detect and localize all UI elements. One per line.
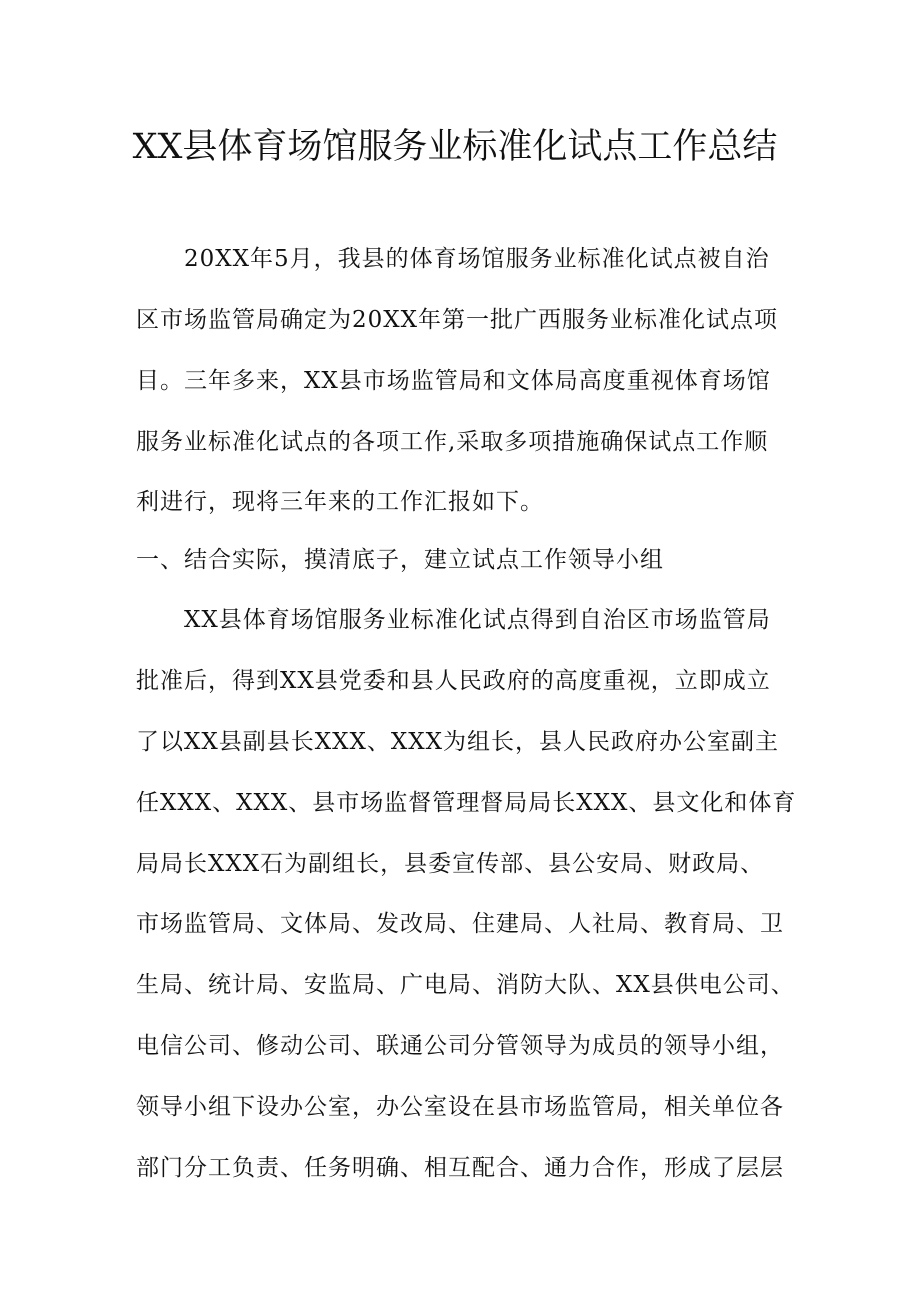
paragraph-2-line-9: 领导小组下设办公室，办公室设在县市场监管局，相关单位各 bbox=[136, 1094, 784, 1120]
paragraph-1-line-2: 区市场监管局确定为20XX年第一批广西服务业标准化试点项 bbox=[136, 307, 779, 333]
paragraph-1-line-5: 利进行，现将三年来的工作汇报如下。 bbox=[136, 489, 544, 515]
document-title: XX县体育场馆服务业标准化试点工作总结 bbox=[132, 127, 778, 167]
paragraph-2-line-7: 生局、统计局、安监局、广电局、消防大队、XX县供电公司、 bbox=[136, 972, 795, 998]
paragraph-2-line-2: 批准后，得到XX县党委和县人民政府的高度重视，立即成立 bbox=[136, 668, 771, 694]
paragraph-2-line-1: XX县体育场馆服务业标准化试点得到自治区市场监管局 bbox=[184, 607, 771, 633]
paragraph-2-line-3: 了以XX县副县长XXX、XXX为组长，县人民政府办公室副主 bbox=[136, 729, 779, 755]
section-heading-1: 一、结合实际，摸清底子，建立试点工作领导小组 bbox=[136, 547, 664, 573]
paragraph-1-line-3: 目。三年多来，XX县市场监管局和文体局高度重视体育场馆 bbox=[136, 368, 771, 394]
paragraph-2-line-5: 局局长XXX石为副组长，县委宣传部、县公安局、财政局、 bbox=[136, 851, 765, 877]
paragraph-2-line-6: 市场监管局、文体局、发改局、住建局、人社局、教育局、卫 bbox=[136, 911, 784, 937]
paragraph-1-line-1: 20XX年5月，我县的体育场馆服务业标准化试点被自治 bbox=[184, 246, 770, 272]
paragraph-2-line-8: 电信公司、修动公司、联通公司分管领导为成员的领导小组， bbox=[136, 1033, 784, 1059]
paragraph-1-line-4: 服务业标准化试点的各项工作,采取多项措施确保试点工作顺 bbox=[136, 429, 769, 455]
paragraph-2-line-4: 任XXX、XXX、县市场监督管理督局局长XXX、县文化和体育 bbox=[136, 790, 797, 816]
paragraph-2-line-10: 部门分工负责、任务明确、相互配合、通力合作，形成了层层 bbox=[136, 1155, 784, 1181]
